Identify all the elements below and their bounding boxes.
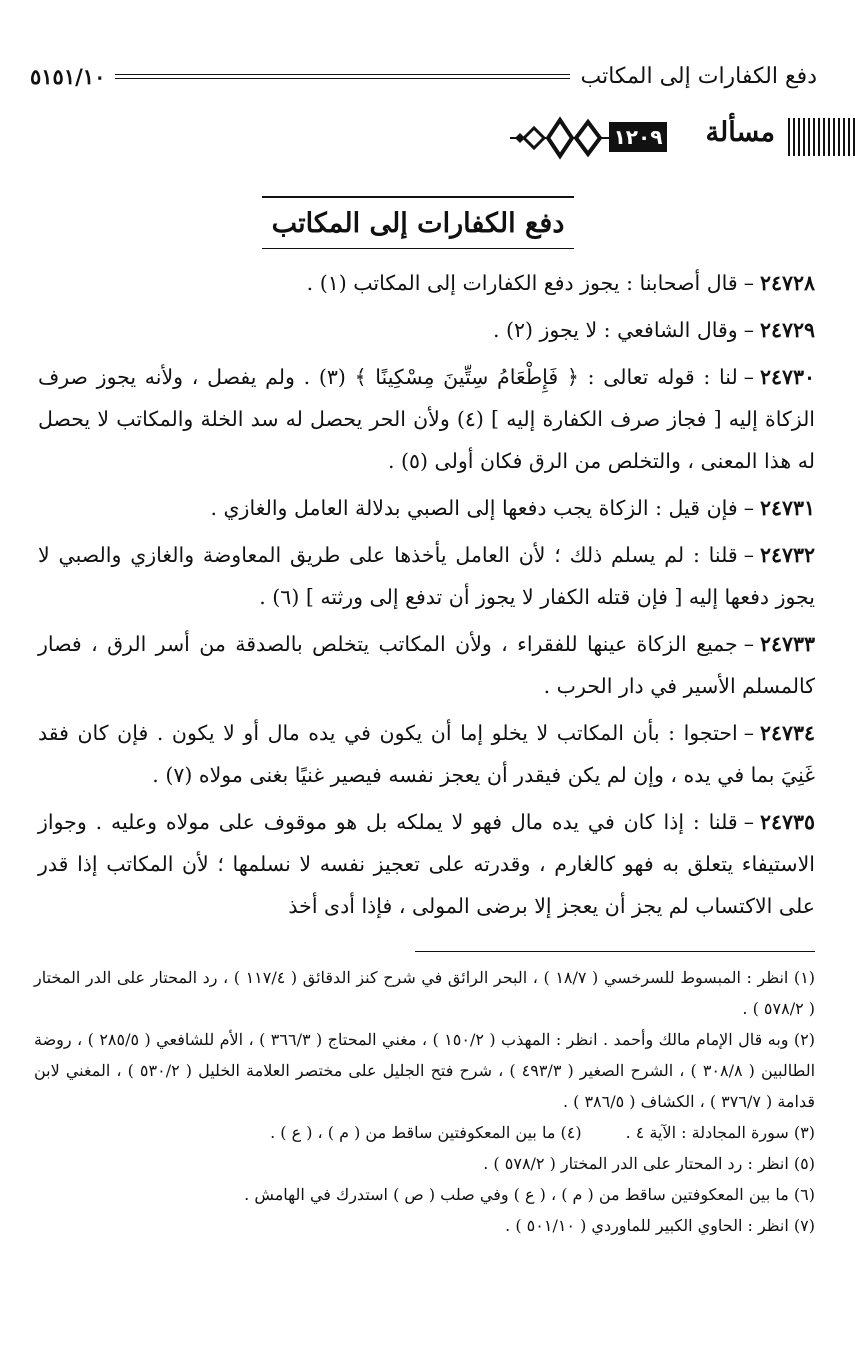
paragraph-number: ٢٤٧٣٠ <box>759 365 815 389</box>
chapter-rule-bottom <box>262 248 574 249</box>
paragraph-text: قلنا : إذا كان في يده مال فهو لا يملكه بل هو موقوف على مولاه وعليه . وجواز الاستيفاء يتعلق به فهو كالغارم ، وقدرته على تعجيز نفسه لا نسلمها ؛ لأن المكاتب إذا قدر على الاكتساب لم يجز أن يعجز إلا برضى المولى ، فإذا أدى أخذ <box>38 810 815 918</box>
running-title: دفع الكفارات إلى المكاتب <box>580 63 817 89</box>
issue-banner <box>508 113 855 163</box>
paragraph-number: ٢٤٧٢٨ <box>759 271 815 295</box>
paragraph-text: احتجوا : بأن المكاتب لا يخلو إما أن يكون في يده مال أو لا يكون . فإن كان فقد غَنِيَ بما في يده ، وإن لم يكن فيقدر أن يعجز نفسه فيصير غنيًا بغنى مولاه (٧) . <box>38 721 815 787</box>
paragraph-number: ٢٤٧٣٥ <box>759 810 815 834</box>
chapter-title: دفع الكفارات إلى المكاتب <box>271 208 565 239</box>
paragraph-text: جميع الزكاة عينها للفقراء ، ولأن المكاتب يتخلص بالصدقة من أسر الرق ، فصار كالمسلم الأسير في دار الحرب . <box>38 632 815 698</box>
footnote: (٢) وبه قال الإمام مالك وأحمد . انظر : المهذب ( ١٥٠/٢ ) ، مغني المحتاج ( ٣٦٦/٣ ) ، الأم للشافعي ( ٢٨٥/٥ ) ، روضة الطالبين ( ٣٠٨/٨ ) ، الشرح الصغير ( ٤٩٣/٣ ) ، شرح فتح الجليل على مختصر العلامة الخليل ( ٥٣٠/٢ ) ، المغني لابن قدامة ( ٣٧٦/٧ ) ، الكشاف ( ٣٨٦/٥ ) . <box>34 1030 816 1111</box>
paragraph: ٢٤٧٣٠–لنا : قوله تعالى : ﴿ فَإِطْعَامُ سِتِّينَ مِسْكِينًا ﴾ (٣) . ولم يفصل ، ولأنه يجوز صرف الزكاة إليه [ فجاز صرف الكفارة إليه ] (٤) ولأن الحر يحصل له سد الخلة والمكاتب لا يحصل له هذا المعنى ، والتخلص من الرق فكان أولى (٥) . <box>38 365 816 473</box>
ornament-icon <box>510 116 610 160</box>
footnote: (٧) انظر : الحاوي الكبير للماوردي ( ٥٠١/١٠ ) . <box>505 1216 815 1235</box>
chapter-rule-top <box>262 196 574 198</box>
issue-number: ١٢٠٩ <box>609 122 667 152</box>
paragraph: ٢٤٧٣٥–قلنا : إذا كان في يده مال فهو لا يملكه بل هو موقوف على مولاه وعليه . وجواز الاستيفاء يتعلق به فهو كالغارم ، وقدرته على تعجيز نفسه لا نسلمها ؛ لأن المكاتب إذا قدر على الاكتساب لم يجز أن يعجز إلا برضى المولى ، فإذا أدى أخذ <box>38 810 815 918</box>
paragraph-number: ٢٤٧٣١ <box>759 496 815 520</box>
paragraph-number: ٢٤٧٣٤ <box>759 721 815 745</box>
footnote: (٣) سورة المجادلة : الآية ٤ . <box>625 1123 815 1142</box>
paragraph: ٢٤٧٢٨–قال أصحابنا : يجوز دفع الكفارات إلى المكاتب (١) . <box>306 271 815 295</box>
paragraph: ٢٤٧٣١–فإن قيل : الزكاة يجب دفعها إلى الصبي بدلالة العامل والغازي . <box>210 496 815 520</box>
paragraph-number: ٢٤٧٢٩ <box>759 318 815 342</box>
footnote: (٦) ما بين المعكوفتين ساقط من ( م ) ، ( ع ) وفي صلب ( ص ) استدرك في الهامش . <box>244 1185 815 1204</box>
footnote: (٥) انظر : رد المحتار على الدر المختار ( ٥٧٨/٢ ) . <box>483 1154 815 1173</box>
paragraph-text: قال أصحابنا : يجوز دفع الكفارات إلى المكاتب (١) . <box>306 271 738 295</box>
running-header <box>30 58 817 94</box>
chapter-heading <box>262 196 574 249</box>
header-rule <box>115 74 570 79</box>
footnotes <box>34 962 815 1241</box>
paragraph: ٢٤٧٢٩–وقال الشافعي : لا يجوز (٢) . <box>492 318 815 342</box>
paragraph: ٢٤٧٣٤–احتجوا : بأن المكاتب لا يخلو إما أن يكون في يده مال أو لا يكون . فإن كان فقد غَنِيَ بما في يده ، وإن لم يكن فيقدر أن يعجز نفسه فيصير غنيًا بغنى مولاه (٧) . <box>38 721 815 787</box>
paragraph-text: فإن قيل : الزكاة يجب دفعها إلى الصبي بدلالة العامل والغازي . <box>210 496 738 520</box>
paragraph-text: وقال الشافعي : لا يجوز (٢) . <box>492 318 738 342</box>
paragraph-number: ٢٤٧٣٣ <box>759 632 815 656</box>
footnote: (١) انظر : المبسوط للسرخسي ( ١٨/٧ ) ، البحر الرائق في شرح كنز الدقائق ( ١١٧/٤ ) ، رد المحتار على الدر المختار ( ٥٧٨/٢ ) . <box>34 968 816 1018</box>
footnote-rule <box>415 951 815 952</box>
paragraph: ٢٤٧٣٢–قلنا : لم يسلم ذلك ؛ لأن العامل يأخذها على طريق المعاوضة والغازي والصبي لا يجوز دفعها إليه [ فإن قتله الكفار لا يجوز أن تدفع إلى ورثته ] (٦) . <box>38 543 815 609</box>
body-text <box>38 262 815 932</box>
paragraph-number: ٢٤٧٣٢ <box>759 543 815 567</box>
page-code: ٥١٥١/١٠ <box>30 63 106 89</box>
paragraph-text: لنا : قوله تعالى : ﴿ فَإِطْعَامُ سِتِّينَ مِسْكِينًا ﴾ (٣) . ولم يفصل ، ولأنه يجوز صرف الزكاة إليه [ فجاز صرف الكفارة إليه ] (٤) ولأن الحر يحصل له سد الخلة والمكاتب لا يحصل له هذا المعنى ، والتخلص من الرق فكان أولى (٥) . <box>38 365 816 473</box>
footnote-row <box>34 1117 815 1148</box>
paragraph-text: قلنا : لم يسلم ذلك ؛ لأن العامل يأخذها على طريق المعاوضة والغازي والصبي لا يجوز دفعها إليه [ فإن قتله الكفار لا يجوز أن تدفع إلى ورثته ] (٦) . <box>38 543 815 609</box>
issue-label: مسألة <box>705 117 775 148</box>
banner-stripes <box>785 118 855 156</box>
paragraph: ٢٤٧٣٣–جميع الزكاة عينها للفقراء ، ولأن المكاتب يتخلص بالصدقة من أسر الرق ، فصار كالمسلم الأسير في دار الحرب . <box>38 632 815 698</box>
footnote: (٤) ما بين المعكوفتين ساقط من ( م ) ، ( ع ) . <box>270 1123 582 1142</box>
